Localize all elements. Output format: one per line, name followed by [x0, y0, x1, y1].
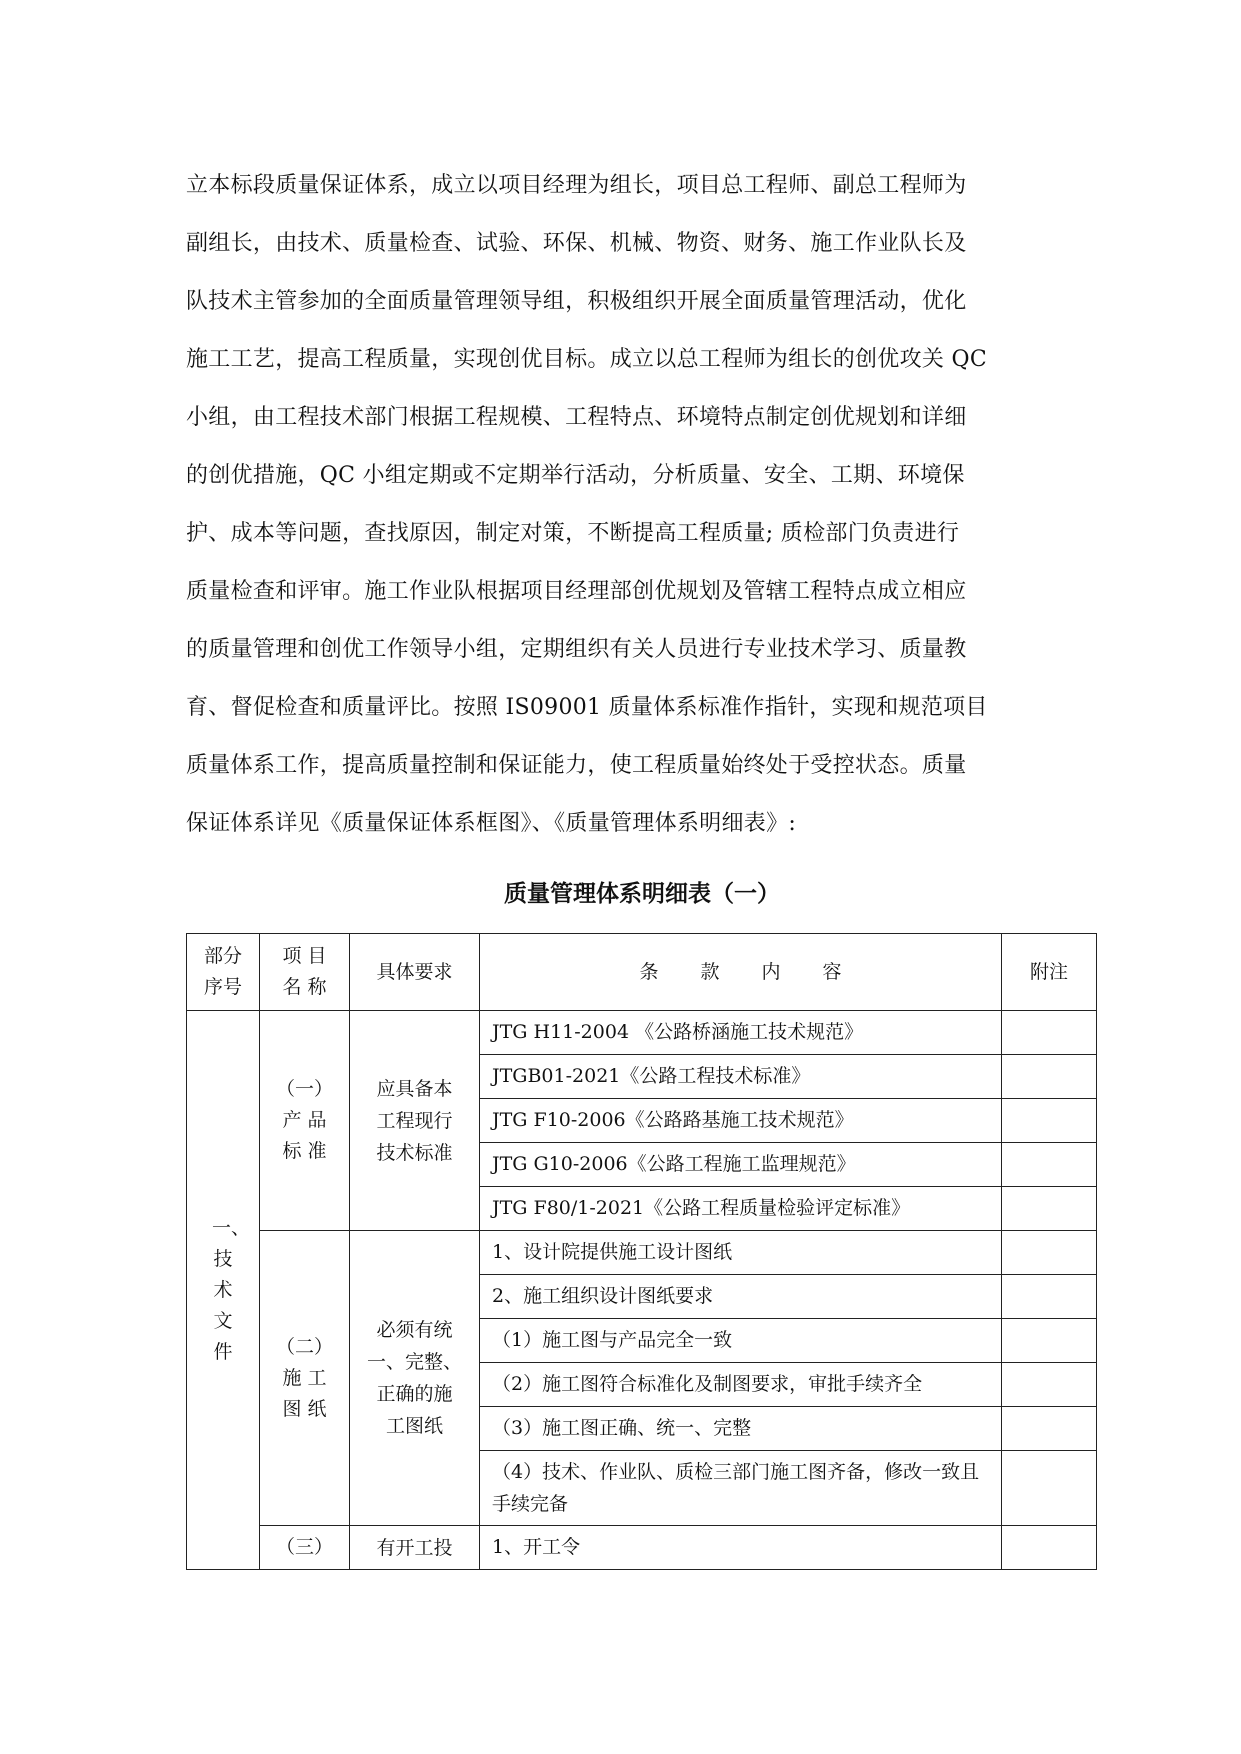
body-line: 立本标段质量保证体系，成立以项目经理为组长，项目总工程师、副总工程师为 [186, 173, 967, 198]
group-name-cell: （二） 施 工 图 纸 [260, 1231, 350, 1526]
group-requirement-cell: 必须有统 一、完整、 正确的施 工图纸 [350, 1231, 480, 1526]
section-cell [187, 1011, 260, 1570]
body-line: 护、成本等问题，查找原因，制定对策，不断提高工程质量; 质检部门负责进行 [186, 521, 960, 546]
table-row [187, 1231, 1097, 1275]
remark-cell [1002, 1363, 1097, 1407]
clause-item: 2、施工组织设计图纸要求 [480, 1275, 1002, 1319]
remark-cell [1002, 1407, 1097, 1451]
group-name-cell: （三） [260, 1526, 350, 1570]
clause-item: （3）施工图正确、统一、完整 [480, 1407, 1002, 1451]
group-requirement-cell: 应具备本 工程现行 技术标准 [350, 1011, 480, 1231]
group-name-cell: （一） 产 品 标 准 [260, 1011, 350, 1231]
quality-management-table [186, 933, 1097, 1570]
table-row [187, 1011, 1097, 1055]
clause-item: 1、设计院提供施工设计图纸 [480, 1231, 1002, 1275]
clause-item: （4）技术、作业队、质检三部门施工图齐备，修改一致且手续完备 [480, 1451, 1002, 1526]
remark-cell [1002, 1055, 1097, 1099]
clause-item: JTG H11-2004 《公路桥涵施工技术规范》 [480, 1011, 1002, 1055]
body-line: 的创优措施，QC 小组定期或不定期举行活动，分析质量、安全、工期、环境保 [186, 463, 965, 488]
section-label: 一、技术文件 [212, 1216, 251, 1363]
header-requirement: 具体要求 [350, 934, 480, 1011]
body-line: 保证体系详见《质量保证体系框图》、《质量管理体系明细表》: [186, 811, 797, 836]
remark-cell [1002, 1187, 1097, 1231]
body-line: 质量检查和评审。施工作业队根据项目经理部创优规划及管辖工程特点成立相应 [186, 579, 967, 604]
body-line: 队技术主管参加的全面质量管理领导组，积极组织开展全面质量管理活动，优化 [186, 289, 967, 314]
remark-cell [1002, 1319, 1097, 1363]
clause-item: （1）施工图与产品完全一致 [480, 1319, 1002, 1363]
clause-item: （2）施工图符合标准化及制图要求，审批手续齐全 [480, 1363, 1002, 1407]
remark-cell [1002, 1143, 1097, 1187]
table-header-row [187, 934, 1097, 1011]
clause-item: JTG F10-2006《公路路基施工技术规范》 [480, 1099, 1002, 1143]
body-line: 小组，由工程技术部门根据工程规模、工程特点、环境特点制定创优规划和详细 [186, 405, 967, 430]
body-line: 施工工艺，提高工程质量，实现创优目标。成立以总工程师为组长的创优攻关 QC [186, 347, 987, 372]
header-clause-content: 条 款 内 容 [480, 934, 1002, 1011]
clause-item: 1、开工令 [480, 1526, 1002, 1570]
clause-item: JTG F80/1-2021《公路工程质量检验评定标准》 [480, 1187, 1002, 1231]
remark-cell [1002, 1275, 1097, 1319]
body-line: 的质量管理和创优工作领导小组，定期组织有关人员进行专业技术学习、质量教 [186, 637, 967, 662]
body-line: 育、督促检查和质量评比。按照 IS09001 质量体系标准作指针，实现和规范项目 [186, 695, 988, 720]
table-row [187, 1526, 1097, 1570]
table-title: 质量管理体系明细表（一） [504, 881, 780, 907]
group-requirement-cell: 有开工投 [350, 1526, 480, 1570]
remark-cell [1002, 1451, 1097, 1526]
remark-cell [1002, 1011, 1097, 1055]
header-section-number: 部分 序号 [187, 934, 260, 1011]
clause-item: JTG G10-2006《公路工程施工监理规范》 [480, 1143, 1002, 1187]
remark-cell [1002, 1099, 1097, 1143]
header-item-name: 项 目 名 称 [260, 934, 350, 1011]
body-line: 质量体系工作，提高质量控制和保证能力，使工程质量始终处于受控状态。质量 [186, 753, 967, 778]
remark-cell [1002, 1526, 1097, 1570]
body-paragraph [186, 162, 1056, 858]
header-remarks: 附注 [1002, 934, 1097, 1011]
remark-cell [1002, 1231, 1097, 1275]
clause-item: JTGB01-2021《公路工程技术标准》 [480, 1055, 1002, 1099]
body-line: 副组长，由技术、质量检查、试验、环保、机械、物资、财务、施工作业队长及 [186, 231, 967, 256]
